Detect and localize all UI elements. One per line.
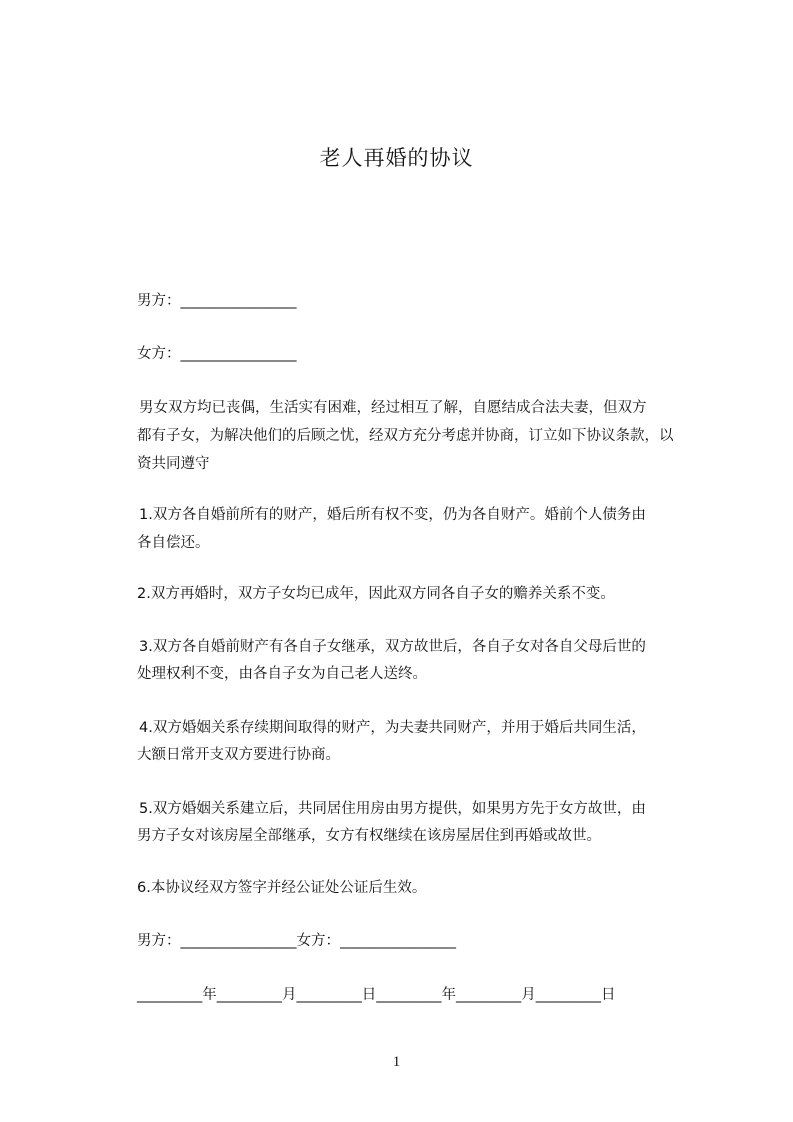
- intro-line-3: 资共同遵守: [137, 456, 210, 472]
- clause-2: 2.双方再婚时，双方子女均已成年，因此双方同各自子女的赡养关系不变。: [137, 586, 615, 602]
- clause-4-line-1: 4.双方婚姻关系存续期间取得的财产，为夫妻共同财产，并用于婚后共同生活，: [139, 720, 646, 736]
- clause-1-line-1: 1.双方各自婚前所有的财产，婚后所有权不变，仍为各自财产。婚前个人债务由: [139, 507, 646, 523]
- intro-line-1: 男女双方均已丧偶，生活实有困难，经过相互了解，自愿结成合法夫妻，但双方: [139, 400, 647, 416]
- male-party-line: 男方：________________: [137, 293, 297, 309]
- clause-5-line-1: 5.双方婚姻关系建立后，共同居住用房由男方提供，如果男方先于女方故世，由: [139, 801, 646, 817]
- document-title: 老人再婚的协议: [319, 146, 474, 170]
- clause-3-line-2: 处理权利不变，由各自子女为自己老人送终。: [137, 666, 427, 682]
- page-number: 1: [392, 1054, 401, 1070]
- clause-3-line-1: 3.双方各自婚前财产有各自子女继承，双方故世后，各自子女对各自父母后世的: [139, 639, 646, 655]
- clause-6: 6.本协议经双方签字并经公证处公证后生效。: [137, 880, 427, 896]
- female-party-line: 女方：________________: [137, 346, 297, 362]
- signature-line: 男方：________________女方：________________: [137, 933, 456, 949]
- clause-5-line-2: 男方子女对该房屋全部继承，女方有权继续在该房屋居住到再婚或故世。: [137, 828, 601, 844]
- intro-line-2: 都有子女，为解决他们的后顾之忧，经双方充分考虑并协商，订立如下协议条款，以: [137, 428, 674, 444]
- date-line: _________年_________月_________日_________年_________月_________日: [137, 987, 616, 1003]
- clause-1-line-2: 各自偿还。: [137, 535, 210, 551]
- clause-4-line-2: 大额日常开支双方要进行协商。: [137, 747, 340, 763]
